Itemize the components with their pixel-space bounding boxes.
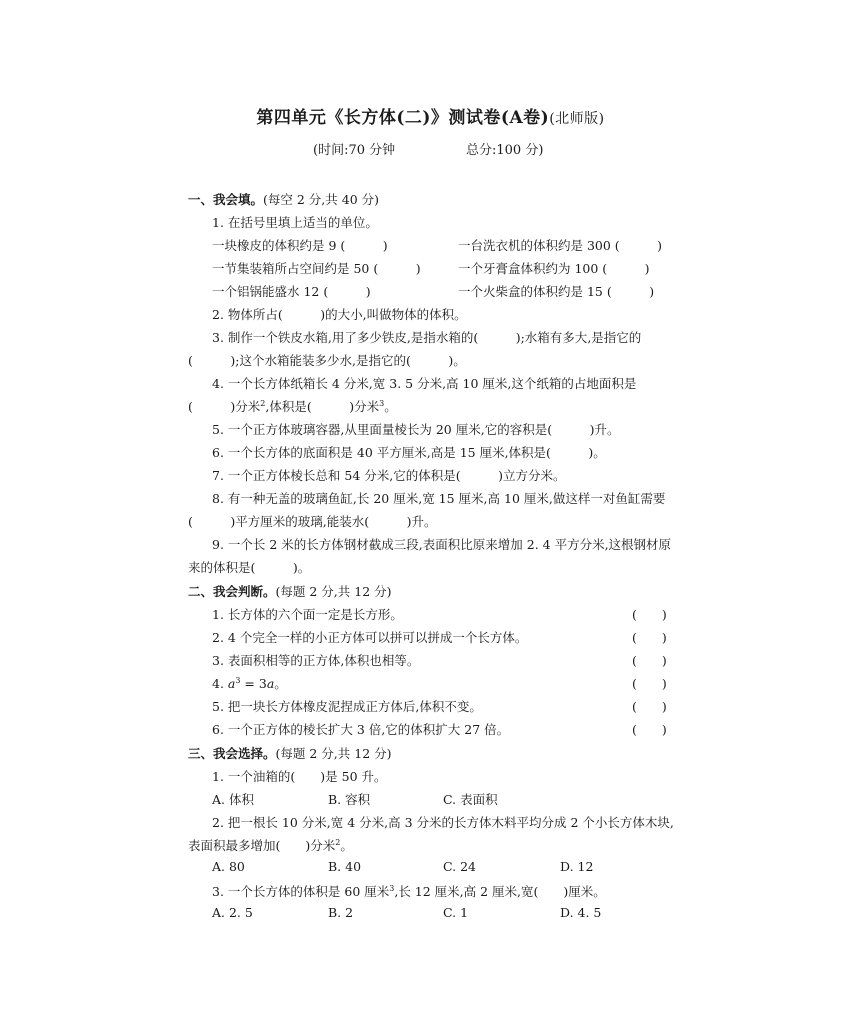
q2-6: 6. 一个正方体的棱长扩大 3 倍,它的体积扩大 27 倍。 <box>212 722 510 737</box>
q1-1-item-d: 一个牙膏盒体积约为 100 ( ) <box>458 261 650 276</box>
section-3-heading <box>188 744 392 762</box>
exam-time: (时间:70 分钟 <box>313 143 396 158</box>
exponent: 2 <box>335 837 341 847</box>
q3-3-option-a[interactable]: A. 2. 5 <box>212 905 253 920</box>
q3-2-option-d[interactable]: D. 12 <box>560 859 594 874</box>
q3-2-option-c[interactable]: C. 24 <box>443 859 476 874</box>
section-2-title: 二、我会判断。 <box>188 584 276 599</box>
q1-4-part2: ,体积是( )分米 <box>265 399 380 414</box>
q3-1-option-c[interactable]: C. 表面积 <box>443 792 498 807</box>
q1-5: 5. 一个正方体玻璃容器,从里面量棱长为 20 厘米,它的容积是( )升。 <box>212 422 620 437</box>
answer-paren[interactable]: ( ) <box>632 630 667 645</box>
section-2-heading <box>188 582 392 600</box>
variable-a: a <box>266 676 275 691</box>
q3-2-option-b[interactable]: B. 40 <box>328 859 362 874</box>
answer-paren[interactable]: ( ) <box>632 676 667 691</box>
q3-3-option-c[interactable]: C. 1 <box>443 905 469 920</box>
answer-paren[interactable]: ( ) <box>632 653 667 668</box>
q1-9-line2: 来的体积是( )。 <box>188 560 311 575</box>
q1-1-item-c: 一节集装箱所占空间约是 50 ( ) <box>212 261 421 276</box>
title-edition: (北师版) <box>549 111 605 127</box>
q1-2: 2. 物体所占( )的大小,叫做物体的体积。 <box>212 307 467 322</box>
q1-4-line2 <box>188 397 397 415</box>
q1-1-item-a: 一块橡皮的体积约是 9 ( ) <box>212 238 388 253</box>
q1-1-item-e: 一个铝锅能盛水 12 ( ) <box>212 284 371 299</box>
q3-3-part2: ,长 12 厘米,高 2 厘米,宽( )厘米。 <box>394 884 606 899</box>
q3-3-part1: 3. 一个长方体的体积是 60 厘米 <box>212 884 390 899</box>
q2-4-end: 。 <box>274 676 287 691</box>
exponent: 3 <box>389 883 395 893</box>
q1-9-line1: 9. 一个长 2 米的长方体钢材截成三段,表面积比原来增加 2. 4 平方分米,这根钢材原 <box>212 537 672 552</box>
page-title <box>0 103 861 128</box>
q1-1-item-f: 一个火柴盒的体积约是 15 ( ) <box>458 284 655 299</box>
q2-3: 3. 表面积相等的正方体,体积也相等。 <box>212 653 420 668</box>
q3-2-text: 表面积最多增加( )分米 <box>188 838 336 853</box>
q2-2: 2. 4 个完全一样的小正方体可以拼可以拼成一个长方体。 <box>212 630 528 645</box>
q1-3-line2: ( );这个水箱能装多少水,是指它的( )。 <box>188 353 466 368</box>
exponent: 2 <box>260 398 266 408</box>
q2-4-prefix: 4. <box>212 676 228 691</box>
q1-3-line1: 3. 制作一个铁皮水箱,用了多少铁皮,是指水箱的( );水箱有多大,是指它的 <box>212 330 642 345</box>
q1-7: 7. 一个正方体棱长总和 54 分米,它的体积是( )立方分米。 <box>212 468 566 483</box>
q1-1: 1. 在括号里填上适当的单位。 <box>212 215 378 230</box>
q3-2-option-a[interactable]: A. 80 <box>212 859 245 874</box>
q3-1: 1. 一个油箱的( )是 50 升。 <box>212 769 387 784</box>
q1-8-line2: ( )平方厘米的玻璃,能装水( )升。 <box>188 514 437 529</box>
q1-6: 6. 一个长方体的底面积是 40 平方厘米,高是 15 厘米,体积是( )。 <box>212 445 606 460</box>
title-main: 第四单元《长方体(二)》测试卷(A卷) <box>256 108 550 128</box>
answer-paren[interactable]: ( ) <box>632 699 667 714</box>
q2-5: 5. 把一块长方体橡皮泥捏成正方体后,体积不变。 <box>212 699 482 714</box>
q3-3-option-b[interactable]: B. 2 <box>328 905 354 920</box>
q1-4-part3: 。 <box>384 399 397 414</box>
q3-1-option-b[interactable]: B. 容积 <box>328 792 371 807</box>
q1-8-line1: 8. 有一种无盖的玻璃鱼缸,长 20 厘米,宽 15 厘米,高 10 厘米,做这样一对鱼缸需要 <box>212 491 666 506</box>
q3-1-option-a[interactable]: A. 体积 <box>212 792 254 807</box>
q1-1-item-b: 一台洗衣机的体积约是 300 ( ) <box>458 238 663 253</box>
section-1-note: (每空 2 分,共 40 分) <box>263 192 379 207</box>
q1-4-line1: 4. 一个长方体纸箱长 4 分米,宽 3. 5 分米,高 10 厘米,这个纸箱的占地面积是 <box>212 376 637 391</box>
exam-total-score: 总分:100 分) <box>466 143 544 158</box>
q1-4-part1: ( )分米 <box>188 399 261 414</box>
answer-paren[interactable]: ( ) <box>632 722 667 737</box>
section-2-note: (每题 2 分,共 12 分) <box>275 584 392 599</box>
q3-2-line1: 2. 把一根长 10 分米,宽 4 分米,高 3 分米的长方体木料平均分成 2 个小长方体木块, <box>212 815 674 830</box>
exponent: 3 <box>379 398 385 408</box>
q2-1: 1. 长方体的六个面一定是长方形。 <box>212 607 403 622</box>
exponent: 3 <box>235 675 241 685</box>
answer-paren[interactable]: ( ) <box>632 607 667 622</box>
q3-2-end: 。 <box>340 838 353 853</box>
q3-2-line2 <box>188 836 353 854</box>
q3-3 <box>212 882 606 900</box>
section-3-note: (每题 2 分,共 12 分) <box>275 746 392 761</box>
q2-4-mid: = 3 <box>240 676 267 691</box>
variable-a: a <box>227 676 236 691</box>
q2-4 <box>212 674 287 692</box>
section-1-heading <box>188 190 379 208</box>
section-3-title: 三、我会选择。 <box>188 746 276 761</box>
q3-3-option-d[interactable]: D. 4. 5 <box>560 905 602 920</box>
section-1-title: 一、我会填。 <box>188 192 264 207</box>
